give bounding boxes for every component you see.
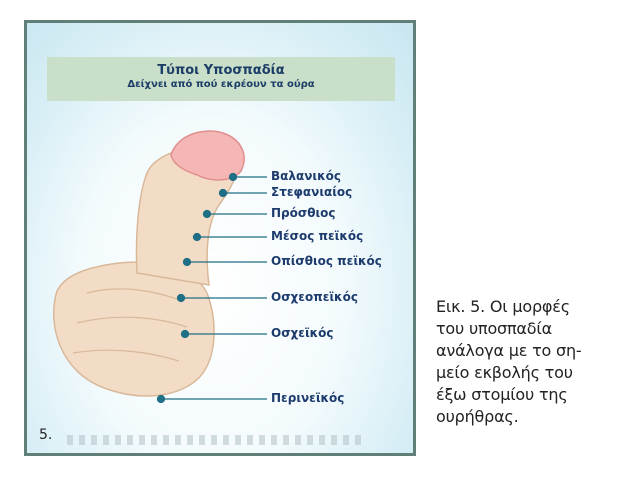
label-mid-penile: Μέσος πεϊκός	[271, 229, 364, 243]
marker-dot	[194, 234, 201, 241]
marker-dot	[230, 174, 237, 181]
marker-dot	[184, 259, 191, 266]
caption-line: του υποσπαδία	[436, 319, 552, 338]
label-perineal: Περινεϊκός	[271, 391, 345, 405]
figure-title: Τύποι Υποσπαδία	[157, 63, 285, 78]
marker-dot	[204, 211, 211, 218]
label-coronal: Στεφανιαίος	[271, 185, 353, 199]
caption-line: Εικ. 5. Οι μορφές	[436, 297, 570, 316]
caption-line: ουρήθρας.	[436, 407, 519, 426]
caption-line: ανάλογα με το ση-	[436, 341, 582, 360]
marker-dot	[220, 190, 227, 197]
figure-subtitle: Δείχνει από πού εκρέουν τα ούρα	[127, 79, 315, 90]
label-penoscrotal: Οσχεοπεϊκός	[271, 290, 358, 304]
label-anterior: Πρόσθιος	[271, 206, 336, 220]
label-scrotal: Οσχεϊκός	[271, 326, 334, 340]
caption-line: έξω στομίου της	[436, 385, 568, 404]
marker-dot	[158, 396, 165, 403]
marker-dot	[178, 295, 185, 302]
figure-caption	[436, 296, 626, 428]
label-posterior-penile: Οπίσθιος πεϊκός	[271, 254, 382, 268]
figure-number: 5.	[39, 427, 53, 443]
figure-panel	[24, 20, 416, 456]
caption-line: μείο εκβολής του	[436, 363, 573, 382]
figure-title-box	[47, 57, 395, 101]
label-glandular: Βαλανικός	[271, 169, 341, 183]
marker-dot	[182, 331, 189, 338]
faded-footer-text	[67, 435, 367, 445]
